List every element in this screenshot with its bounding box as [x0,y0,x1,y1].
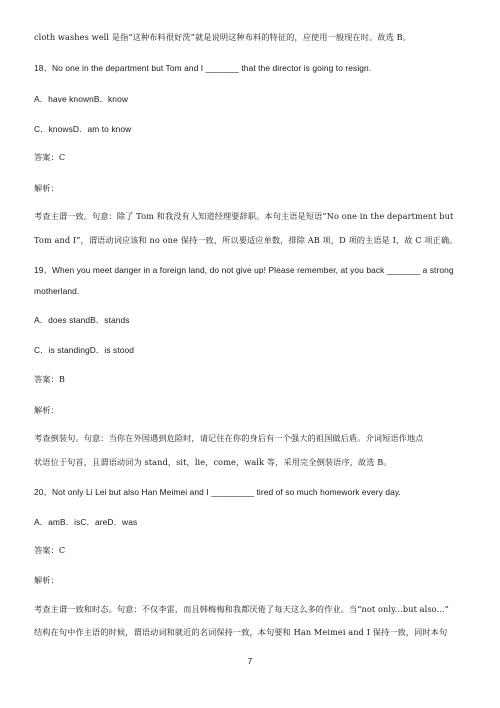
q18-options-cd: C．knowsD．am to know [34,124,132,134]
q19-analysis-label: 解析： [34,405,59,415]
text-line-q17-explanation-end: cloth washes well 是指“这种布料很好洗”就是说明这种布料的特征的，应使用一般现在时。故选 B。 [34,32,411,42]
q20-analysis-line-2: 结构在句中作主语的时候，谓语动词和就近的名词保持一致，本句要和 Han Meimei and I 保持一致，同时本句 [34,627,448,637]
q20-analysis-line-1: 考查主谓一致和时态。句意：不仅李雷，而且韩梅梅和我都厌倦了每天这么多的作业。当“not only...but also...” [34,604,449,614]
q18-answer: 答案：C [34,152,66,162]
q18-analysis-line-1: 考查主谓一致。句意：除了 Tom 和我没有人知道经理要辞职。本句主语是短语“No one in the department but [34,211,454,221]
q20-options: A．amB．isC．areD．was [34,517,138,527]
question-19-line-1: 19、When you meet danger in a foreign land, do not give up! Please remember, at you back _______ a strong [34,265,454,275]
q18-options-ab: A．have knownB．know [34,94,128,104]
question-18: 18、No one in the department but Tom and I _______ that the director is going to resign. [34,63,372,73]
q19-answer: 答案：B [34,374,65,384]
question-20: 20、Not only Li Lei but also Han Meimei and I _________ tired of so much homework every day. [34,487,401,497]
q19-analysis-line-1: 考查倒装句。句意：当你在外国遇到危险时，请记住在你的身后有一个强大的祖国做后盾。介词短语作地点 [34,433,424,443]
q18-analysis-line-2: Tom and I”，谓语动词应该和 no one 保持一致，所以要适应单数，排除 AB 项，D 项的主语是 I，故 C 项正确。 [34,235,458,245]
q19-options-ab: A．does standB．stands [34,315,130,325]
q20-analysis-label: 解析： [34,575,59,585]
q19-analysis-line-2: 状语位于句首，且谓语动词为 stand，sit，lie，come，walk 等，采用完全倒装语序，故选 B。 [34,457,392,467]
question-19-line-2: motherland. [34,286,80,296]
q20-answer: 答案：C [34,545,66,555]
q19-options-cd: C．is standingD．is stood [34,345,135,355]
page-number: 7 [247,656,253,666]
q18-analysis-label: 解析： [34,183,59,193]
